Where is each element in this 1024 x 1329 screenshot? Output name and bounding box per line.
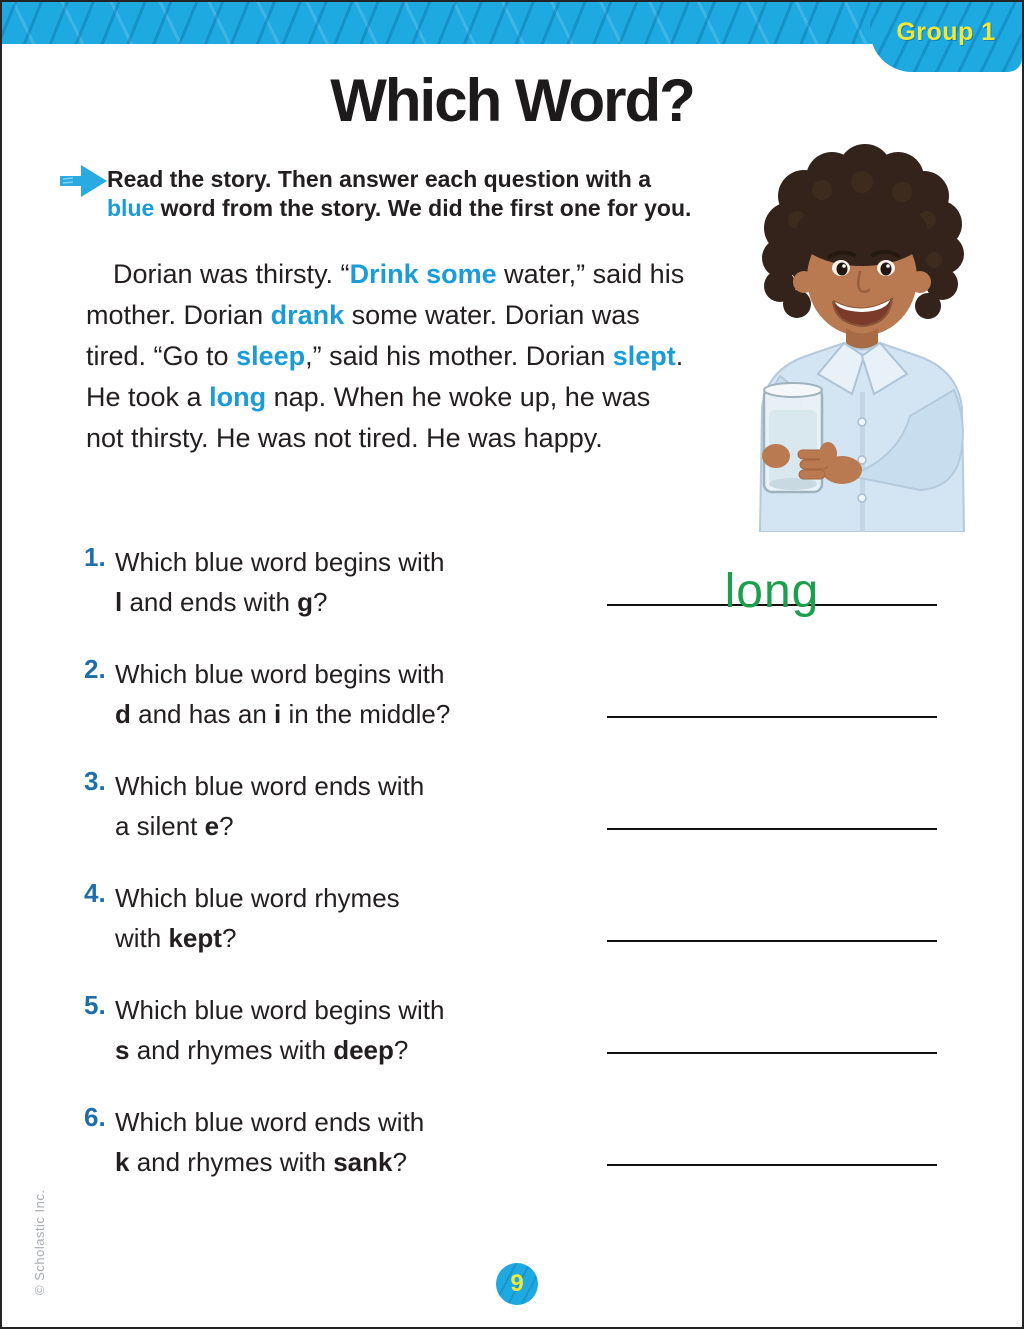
answer-line-5[interactable] [607,1032,937,1054]
question-number: 1. [84,542,106,572]
group-label: Group 1 [896,17,996,46]
question-number: 6. [84,1102,106,1132]
question-text: Which blue word rhymes with kept? [115,883,400,953]
story-text: Dorian was thirsty. “Drink some water,” said his mother. Dorian drank some water. Dorian was tired. “Go to sleep,” said his mother. Dorian slept. He took a long nap. When he woke up, he was not thirsty. He was not tired. He was happy. [86,259,685,453]
question-text: Which blue word begins with d and has an i in the middle? [115,659,451,729]
question-4 [84,878,984,982]
photo-boy-with-glass [702,140,1018,532]
question-5 [84,990,984,1094]
question-text: Which blue word ends with a silent e? [115,771,425,841]
question-number: 2. [84,654,106,684]
page-number-badge [496,1263,538,1305]
page-title: Which Word? [330,67,694,134]
question-text: Which blue word ends with k and rhymes with sank? [115,1107,425,1177]
answer-line-1[interactable] [607,565,937,618]
question-6 [84,1102,984,1206]
boy-illustration [702,140,1018,532]
question-number: 3. [84,766,106,796]
answer-line-2[interactable] [607,696,937,718]
question-1 [84,542,984,646]
answer-line-6[interactable] [607,1144,937,1166]
question-number: 5. [84,990,106,1020]
answer-text: long [724,565,820,618]
question-text: Which blue word begins with l and ends with g? [115,547,445,617]
header-band [2,2,1022,44]
group-badge [870,2,1022,72]
question-2 [84,654,984,758]
question-number: 4. [84,878,106,908]
question-3 [84,766,984,870]
page-number: 9 [510,1270,524,1297]
directions-arrow-icon [59,162,109,200]
question-text: Which blue word begins with s and rhymes with deep? [115,995,445,1065]
copyright-text: © Scholastic Inc. [32,1189,47,1295]
directions-text: Read the story. Then answer each question with a blue word from the story. We did the first one for you. [107,166,692,221]
answer-line-4[interactable] [607,920,937,942]
answer-line-3[interactable] [607,808,937,830]
